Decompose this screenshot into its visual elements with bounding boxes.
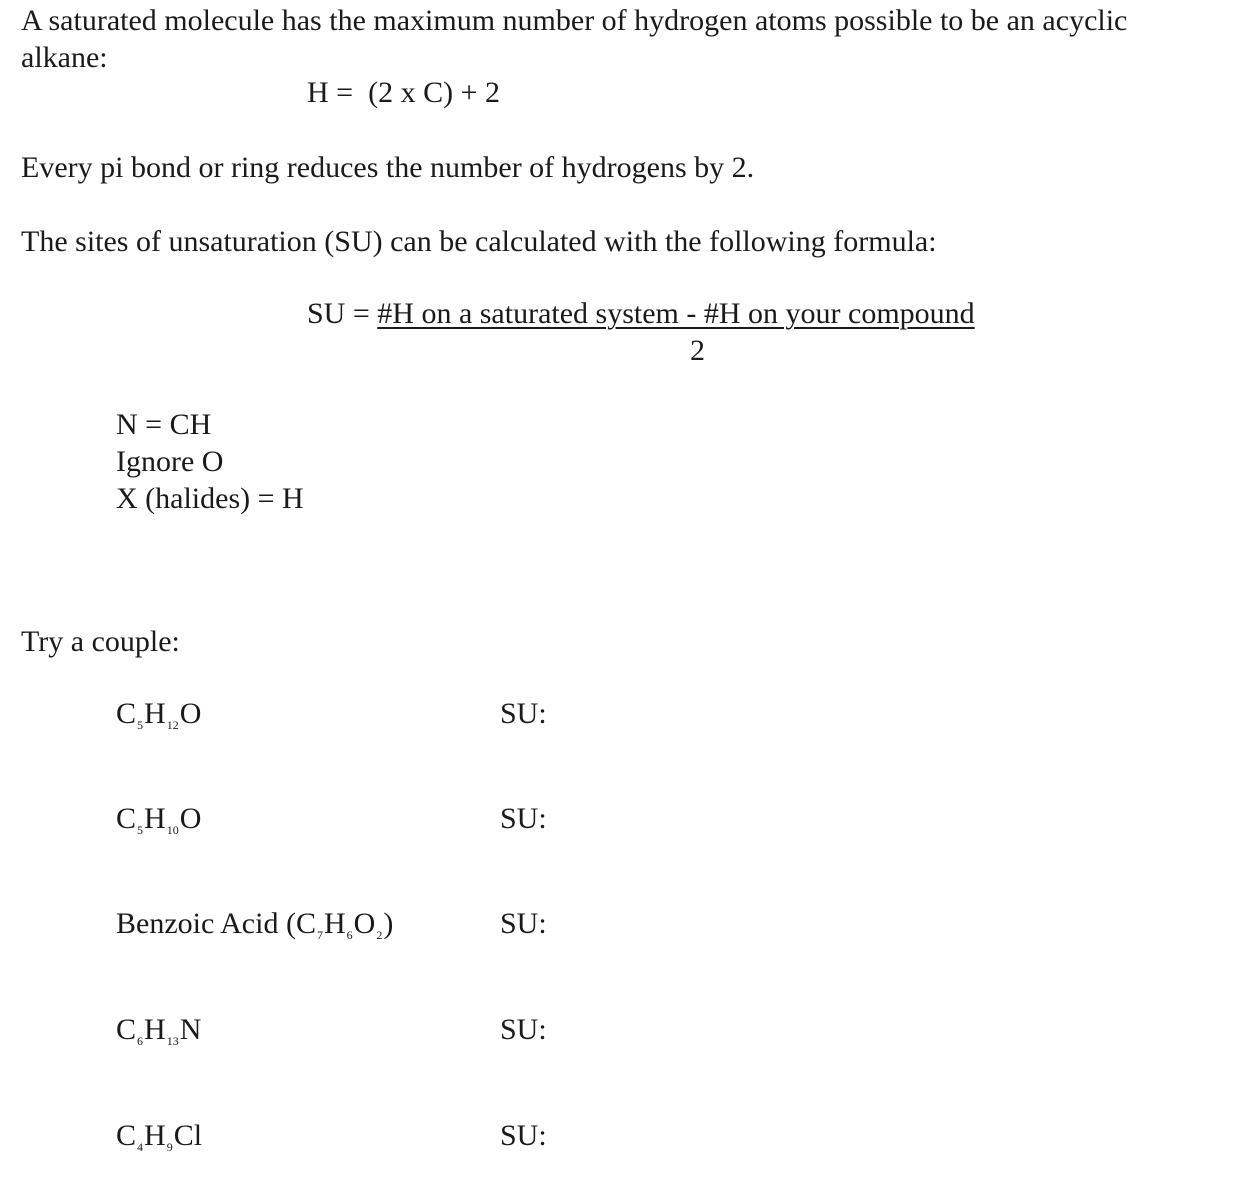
intro-line-2: alkane: [21,41,108,74]
su-answer-label: SU: [500,1013,547,1046]
problem-formula [116,1119,202,1153]
element-symbol: O [179,802,202,835]
element-count: 13 [166,1034,179,1048]
element-count: 5 [137,718,144,732]
element-symbol: C [295,907,316,940]
element-symbol: O [179,697,202,730]
element-count: 7 [316,928,323,942]
su-intro-text: The sites of unsaturation (SU) can be calculated with the following formula: [21,225,937,258]
element-count: 12 [166,718,179,732]
element-count: 5 [137,823,144,837]
problem-suffix: ) [383,907,394,940]
pi-bond-rule: Every pi bond or ring reduces the number of hydrogens by 2. [21,151,755,184]
saturation-formula: H = (2 x C) + 2 [307,76,500,109]
element-symbol: C [116,1119,137,1152]
su-answer-label: SU: [500,697,547,730]
element-symbol: N [179,1013,202,1046]
element-symbol: H [144,1119,166,1152]
element-symbol: C [116,697,137,730]
element-symbol: O [353,907,376,940]
intro-line-1: A saturated molecule has the maximum number of hydrogen atoms possible to be an acyclic [21,4,1128,37]
problem-prefix: Benzoic Acid ( [116,907,296,940]
element-symbol: C [116,802,137,835]
element-symbol: C [116,1013,137,1046]
su-formula-numerator: #H on a saturated system - #H on your compound [377,297,975,330]
element-count: 9 [166,1140,173,1154]
problem-formula [116,802,201,836]
element-count: 2 [376,928,383,942]
su-formula-denominator: 2 [690,334,705,367]
practice-heading: Try a couple: [21,625,180,658]
element-count: 6 [346,928,353,942]
problem-formula [116,1013,201,1047]
su-answer-label: SU: [500,802,547,835]
element-symbol: H [144,802,166,835]
problem-formula [116,697,201,731]
element-count: 6 [137,1034,144,1048]
su-answer-label: SU: [500,1119,547,1152]
rule-halides: X (halides) = H [116,482,304,515]
rule-oxygen: Ignore O [116,445,224,478]
rule-nitrogen: N = CH [116,408,212,441]
element-symbol: Cl [173,1119,203,1152]
su-answer-label: SU: [500,907,547,940]
problem-formula [116,907,393,941]
su-formula [307,297,975,331]
element-symbol: H [144,697,166,730]
su-formula-lhs: SU = [307,297,378,330]
element-symbol: H [144,1013,166,1046]
element-count: 4 [137,1140,144,1154]
element-symbol: H [323,907,346,940]
element-count: 10 [166,823,179,837]
